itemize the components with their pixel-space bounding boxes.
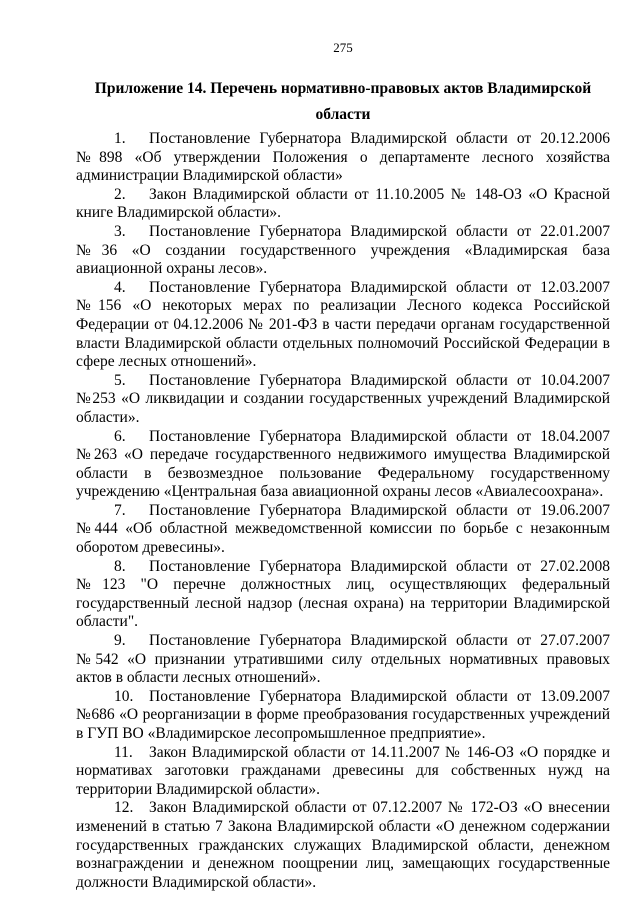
list-item (76, 130, 610, 186)
list-item-text: Закон Владимирской области от 07.12.2007 № 172-ОЗ «О внесении изменений в статью 7 Закона Владимирской области «О денежном содержании государственных гражданских служащих Владимирской области, денежном вознаграждении и денежном поощрении лиц, замещающих государственные должности Владимирской области». (76, 799, 610, 891)
list-item-text: Постановление Губернатора Владимирской области от 22.01.2007 №36 «О создании государственного учреждения «Владимирская база авиационной охраны лесов». (76, 222, 610, 278)
list-item-text: Постановление Губернатора Владимирской области от 10.04.2007 №253 «О ликвидации и создании государственных учреждений Владимирской области». (76, 371, 610, 426)
list-item-text: Постановление Губернатора Владимирской области от 20.12.2006 №898 «Об утверждении Положения о департаменте лесного хозяйства администрации Владимирской области» (76, 130, 610, 185)
list-item (76, 632, 610, 688)
document-page (76, 40, 610, 892)
list-item-text: Постановление Губернатора Владимирской области от 19.06.2007 №444 «Об областной межведомственной комиссии по борьбе с незаконным оборотом древесины». (76, 501, 610, 557)
list-item-text: Постановление Губернатора Владимирской области от 27.07.2007 №542 «О признании утратившими силу отдельных нормативных правовых актов в области лесных отношений». (76, 632, 610, 687)
list-item (76, 428, 610, 502)
list-item-text: Закон Владимирской области от 11.10.2005 № 148-ОЗ «О Красной книге Владимирской области». (76, 185, 610, 222)
list-item (76, 502, 610, 558)
list-item-text: Закон Владимирской области от 14.11.2007 № 146-ОЗ «О порядке и нормативах заготовки гражданами древесины для собственных нужд на территории Владимирской области». (76, 743, 610, 798)
list-item-text: Постановление Губернатора Владимирской области от 12.03.2007 №156 «О некоторых мерах по реализации Лесного кодекса Российской Федерации от 04.12.2006 № 201-ФЗ в части передачи органам государственной власти Владимирской области отдельных полномочий Российской Федерации в сфере лесных отношений». (76, 278, 610, 371)
list-item-number: 7. (114, 501, 126, 519)
list-item (76, 688, 610, 744)
legal-acts-list (76, 130, 610, 892)
list-item (76, 223, 610, 279)
list-item-number: 8. (114, 557, 126, 575)
page-number: 275 (333, 40, 353, 55)
document-title: Приложение 14. Перечень нормативно-правовых актов Владимирской области (94, 80, 592, 123)
list-item-number: 6. (114, 427, 126, 445)
list-item-number: 11. (114, 743, 133, 761)
list-item-number: 9. (114, 632, 126, 650)
list-item-number: 2. (114, 185, 126, 203)
list-item-number: 3. (114, 222, 126, 240)
list-item-number: 1. (114, 130, 126, 147)
list-item (76, 744, 610, 800)
list-item (76, 279, 610, 372)
list-item-text: Постановление Губернатора Владимирской области от 27.02.2008 №123 "О перечне должностных лиц, осуществляющих федеральный государственный лесной надзор (лесная охрана) на территории Владимирской области". (76, 557, 610, 631)
list-item-number: 12. (114, 799, 134, 817)
list-item-number: 4. (114, 278, 126, 296)
list-item-text: Постановление Губернатора Владимирской области от 13.09.2007 №686 «О реорганизации в форме преобразования государственных учреждений в ГУП ВО «Владимирское лесопромышленное предприятие». (76, 687, 610, 742)
list-item-number: 10. (114, 687, 134, 705)
list-item-number: 5. (114, 371, 126, 389)
list-item-text: Постановление Губернатора Владимирской области от 18.04.2007 №263 «О передаче государственного недвижимого имущества Владимирской области в безвозмездное пользование Федеральному государственному учреждению «Центральная база авиационной охраны лесов «Авиалесоохрана». (76, 427, 610, 501)
list-item (76, 186, 610, 223)
list-item (76, 558, 610, 632)
list-item (76, 799, 610, 892)
list-item (76, 372, 610, 428)
